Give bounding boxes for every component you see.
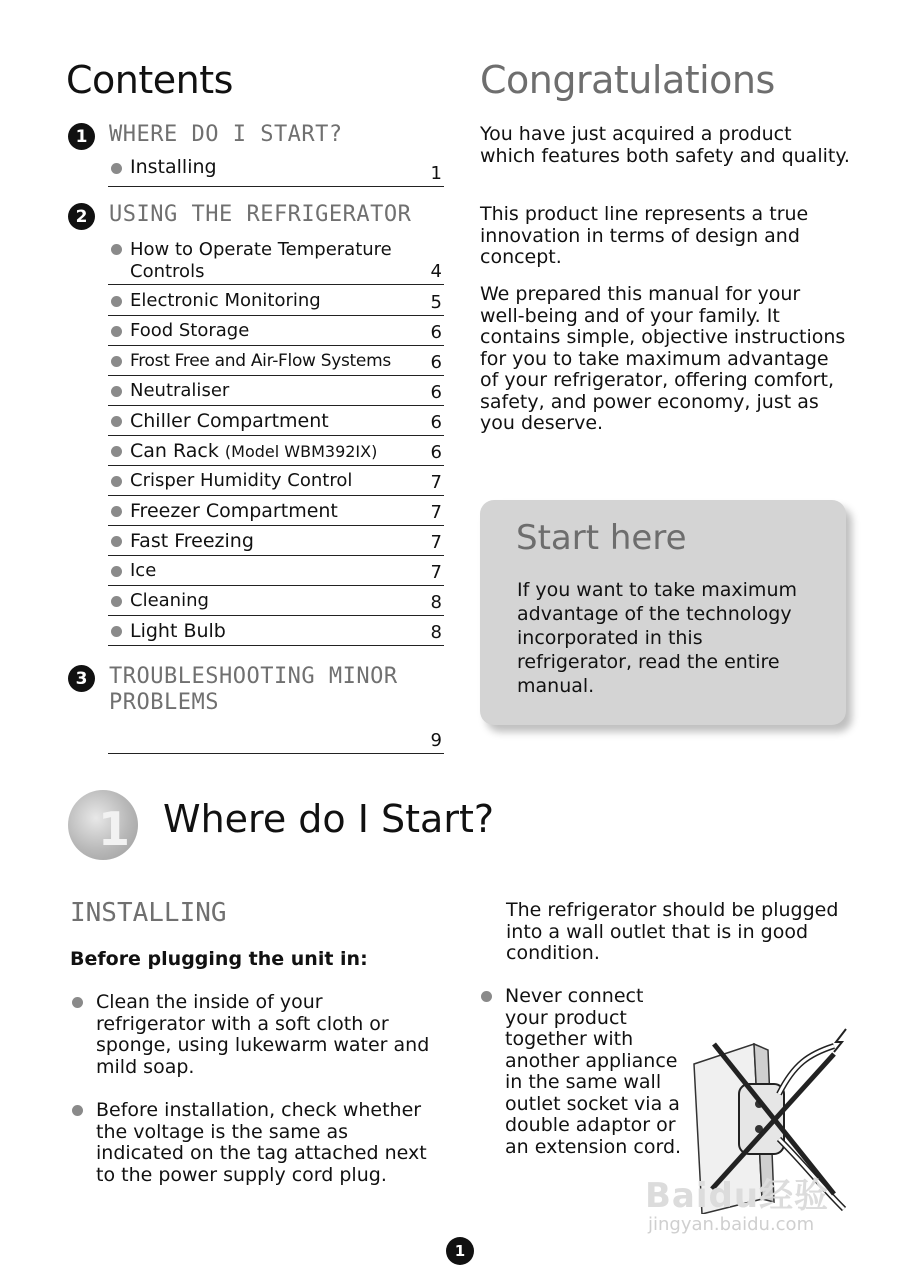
congratulations-title: Congratulations [480, 58, 775, 102]
toc-item-label: Installing [130, 156, 217, 178]
installing-bullet-voltage [96, 1100, 441, 1186]
bullet-text: Never connect your product together with another appliance in the same wall outlet socket via a double adaptor or an extension cord. [505, 985, 682, 1158]
toc-item-label: Fast Freezing [130, 530, 254, 552]
toc-item-page: 6 [430, 412, 442, 433]
installing-bullet-clean [96, 992, 436, 1078]
toc-item-food-storage[interactable] [108, 316, 444, 346]
bullet-dot [111, 506, 122, 517]
toc-item-ice[interactable] [108, 556, 444, 586]
toc-item-page: 7 [430, 472, 442, 493]
toc-item-page: 8 [430, 592, 442, 613]
toc-item-fast-freezing[interactable] [108, 526, 444, 556]
toc-item-page: 5 [430, 292, 442, 313]
toc-item-can-rack[interactable] [108, 436, 444, 466]
toc-item-label: Can Rack [130, 440, 219, 462]
toc-item-page: 7 [430, 502, 442, 523]
bullet-dot [111, 446, 122, 457]
toc-item-installing[interactable] [108, 156, 444, 187]
start-here-text: If you want to take maximum advantage of the technology incorporated in this refrigerator, read the entire manual. [517, 579, 797, 697]
bullet-dot [72, 1105, 83, 1116]
toc-section-title: WHERE DO I START? [109, 122, 343, 147]
section-number-badge: 2 [68, 203, 95, 230]
congratulations-paragraph: This product line represents a true innovation in terms of design and concept. [480, 203, 809, 268]
toc-item-page: 6 [430, 352, 442, 373]
bullet-text: Before installation, check whether the voltage is the same as indicated on the tag attached next to the power supply cord plug. [96, 1099, 427, 1186]
toc-item-label: Chiller Compartment [130, 410, 329, 432]
toc-item-label: Ice [130, 560, 157, 581]
bullet-text: Clean the inside of your refrigerator with a soft cloth or sponge, using lukewarm water and mild soap. [96, 991, 430, 1078]
wall-outlet-intro: The refrigerator should be plugged into a wall outlet that is in good condition. [506, 899, 839, 964]
bullet-dot [111, 326, 122, 337]
toc-item-page: 1 [430, 163, 442, 184]
bullet-dot [111, 163, 122, 174]
toc-item-model-note: (Model WBM392IX) [224, 442, 378, 461]
toc-item-label: Crisper Humidity Control [130, 470, 353, 491]
section-1-badge [68, 790, 138, 860]
toc-item-page: 8 [430, 622, 442, 643]
toc-list-section-3 [108, 724, 444, 754]
toc-item-page: 9 [430, 730, 442, 751]
toc-section-title: USING THE REFRIGERATOR [109, 202, 412, 227]
toc-item-chiller-compartment[interactable] [108, 406, 444, 436]
toc-item-light-bulb[interactable] [108, 616, 444, 646]
toc-item-label: Electronic Monitoring [130, 290, 321, 311]
toc-item-temperature-controls[interactable] [108, 237, 444, 285]
toc-item-page: 4 [430, 261, 442, 282]
toc-item-page: 6 [430, 382, 442, 403]
baidu-watermark-url: jingyan.baidu.com [648, 1214, 815, 1235]
section-number-badge: 1 [68, 123, 95, 150]
toc-item-label: Cleaning [130, 590, 209, 611]
toc-item-freezer-compartment[interactable] [108, 496, 444, 526]
toc-item-page: 6 [430, 442, 442, 463]
toc-item-troubleshooting[interactable] [108, 724, 444, 754]
toc-item-label: Food Storage [130, 320, 250, 341]
toc-section-title: TROUBLESHOOTING MINOR PROBLEMS [109, 664, 398, 715]
bullet-dot [481, 991, 492, 1002]
bullet-dot [111, 416, 122, 427]
toc-list-section-2 [108, 237, 444, 646]
toc-item-page: 7 [430, 562, 442, 583]
bullet-dot [111, 626, 122, 637]
before-plugging-label: Before plugging the unit in: [70, 948, 368, 970]
bullet-dot [111, 356, 122, 367]
bullet-dot [111, 296, 122, 307]
toc-item-label: Frost Free and Air-Flow Systems [130, 351, 391, 371]
bullet-dot [111, 244, 122, 255]
toc-item-cleaning[interactable] [108, 586, 444, 616]
contents-title: Contents [66, 58, 233, 102]
start-here-title: Start here [516, 518, 687, 558]
toc-item-page: 6 [430, 322, 442, 343]
toc-item-label: How to Operate Temperature Controls [130, 239, 392, 282]
toc-item-label: Neutraliser [130, 380, 230, 401]
bullet-dot [111, 536, 122, 547]
installing-heading: INSTALLING [70, 898, 227, 928]
toc-section-3-heading[interactable] [68, 664, 409, 716]
toc-section-2-heading[interactable] [68, 202, 411, 230]
toc-list-section-1 [108, 156, 444, 187]
section-1-title: Where do I Start? [163, 797, 495, 841]
adaptor-warning-bullet [505, 986, 685, 1158]
bullet-dot [111, 596, 122, 607]
section-number-badge: 3 [68, 665, 95, 692]
bullet-dot [111, 476, 122, 487]
toc-item-label: Freezer Compartment [130, 500, 338, 522]
toc-item-crisper-humidity[interactable] [108, 466, 444, 496]
bullet-dot [72, 997, 83, 1008]
toc-section-1-heading[interactable] [68, 122, 343, 150]
toc-item-page: 7 [430, 532, 442, 553]
congratulations-paragraph: You have just acquired a product which features both safety and quality. [480, 123, 850, 167]
bullet-dot [111, 566, 122, 577]
toc-item-label: Light Bulb [130, 620, 226, 642]
page-number: 1 [446, 1237, 474, 1265]
baidu-watermark-logo: Baidu经验 [645, 1176, 830, 1216]
toc-item-neutraliser[interactable] [108, 376, 444, 406]
section-1-badge-number: 1 [97, 802, 130, 856]
toc-item-frost-free[interactable] [108, 346, 444, 376]
toc-item-electronic-monitoring[interactable] [108, 285, 444, 316]
bullet-dot [111, 386, 122, 397]
congratulations-paragraph: We prepared this manual for your well-being and of your family. It contains simple, objective instructions for you to take maximum advantage of your refrigerator, offering comfort, safety, and power economy, just as you deserve. [480, 283, 846, 434]
